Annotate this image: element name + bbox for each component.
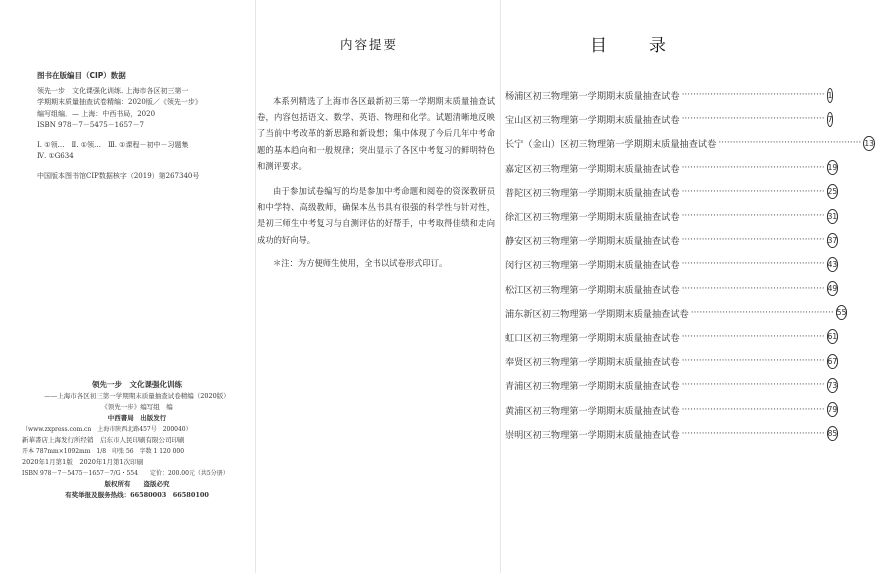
toc-title xyxy=(590,31,666,56)
toc-entry-title: 奉贤区初三物理第一学期期末质量抽查试卷 xyxy=(505,357,680,369)
toc-list xyxy=(505,83,874,446)
cip-heading: 图书在版编目（CIP）数据 xyxy=(37,71,126,80)
toc-page-number: 1 xyxy=(827,88,834,103)
rights-line: 版权所有 盗版必究 xyxy=(104,480,170,488)
toc-entry[interactable] xyxy=(505,349,838,373)
toc-title-char: 目 xyxy=(590,36,607,56)
toc-leader-dots: ·················································· xyxy=(681,211,825,222)
toc-page-number: 25 xyxy=(827,184,839,199)
toc-leader-dots: ·················································· xyxy=(681,331,825,342)
intro-note: ＊注：为方便师生使用，全书以试卷形式印订。 xyxy=(273,257,448,268)
printer-line: 新華書店上海发行所经销 启东市人民印刷有限公司印刷 xyxy=(22,436,185,444)
toc-page-number: 79 xyxy=(827,402,839,417)
toc-entry-title: 闵行区初三物理第一学期期末质量抽查试卷 xyxy=(505,260,680,272)
toc-entry[interactable] xyxy=(505,277,838,301)
editor-line: 《领先一步》编写组 编 xyxy=(101,403,173,411)
toc-entry-title: 普陀区初三物理第一学期期末质量抽查试卷 xyxy=(505,187,680,199)
cip-line: ISBN 978－7－5475－1657－7 xyxy=(37,121,144,129)
cip-line: 领先一步 文化课强化训练. 上海市各区初三第一 xyxy=(37,86,189,95)
cip-class-line: Ⅳ. ①G634 xyxy=(37,152,74,160)
intro-paragraph: 本系列精选了上海市各区最新初三第一学期期末质量抽查试卷，内容包括语文、数学、英语、物理和化学。试题清晰地反映了当前中考改革的新思路和新设想；集中体现了今后几年中考命题的基本趋向和一般规律；突出显示了各区中考复习的鲜明特色和测评要求。 xyxy=(257,96,495,171)
toc-entry-title: 长宁（金山）区初三物理第一学期期末质量抽查试卷 xyxy=(505,139,717,151)
intro-paragraph: 由于参加试卷编写的均是参加中考命题和阅卷的资深教研员和中学特、高级教师，确保本丛书具有很强的科学性与针对性，是初三师生中考复习与自测评估的好帮手，中考取得佳绩和走向成功的好向导。 xyxy=(257,186,495,245)
toc-page-number: 7 xyxy=(827,112,834,127)
cip-record: 中国版本图书馆CIP数据核字（2019）第267340号 xyxy=(37,171,200,180)
toc-entry[interactable] xyxy=(505,204,838,228)
publisher-line: 中西書局 出版发行 xyxy=(107,414,167,422)
toc-entry[interactable] xyxy=(505,422,838,446)
toc-entry-title: 黄浦区初三物理第一学期期末质量抽查试卷 xyxy=(505,405,680,417)
toc-entry-title: 嘉定区初三物理第一学期期末质量抽查试卷 xyxy=(505,163,680,175)
toc-page-number: 19 xyxy=(827,160,839,175)
toc-title-char: 录 xyxy=(649,36,666,56)
toc-entry-title: 青浦区初三物理第一学期期末质量抽查试卷 xyxy=(505,381,680,393)
toc-page-number: 49 xyxy=(827,281,839,296)
toc-leader-dots: ·················································· xyxy=(681,162,825,173)
toc-page-number: 55 xyxy=(836,305,848,320)
toc-entry-title: 徐汇区初三物理第一学期期末质量抽查试卷 xyxy=(505,212,680,224)
edition-line: 2020年1月第1版 2020年1月第1次印刷 xyxy=(22,458,144,466)
toc-page-number: 37 xyxy=(827,233,839,248)
toc-entry-title: 宝山区初三物理第一学期期末质量抽查试卷 xyxy=(505,115,680,127)
toc-page-number: 43 xyxy=(827,257,839,272)
toc-entry[interactable] xyxy=(505,397,838,421)
series-title: 领先一步 文化课强化训练 xyxy=(92,380,182,389)
toc-entry-title: 松江区初三物理第一学期期末质量抽查试卷 xyxy=(505,284,680,296)
toc-leader-dots: ·················································· xyxy=(681,114,825,125)
toc-entry-title: 虹口区初三物理第一学期期末质量抽查试卷 xyxy=(505,332,680,344)
toc-page-number: 61 xyxy=(827,329,839,344)
toc-leader-dots: ·················································· xyxy=(718,138,862,149)
toc-leader-dots: ·················································· xyxy=(681,259,825,270)
toc-leader-dots: ·················································· xyxy=(681,404,825,415)
toc-page-number: 67 xyxy=(827,354,839,369)
toc-leader-dots: ·················································· xyxy=(681,428,825,439)
toc-entry[interactable] xyxy=(505,301,847,325)
format-line: 开本 787mm×1092mm 1/8 印张 56 字数 1 120 000 xyxy=(22,448,185,455)
toc-leader-dots: ·················································· xyxy=(681,356,825,367)
cip-line: 学期期末质量抽查试卷精编：2020版／《领先一步》 xyxy=(37,98,202,106)
intro-title: 内容提要 xyxy=(340,37,399,52)
toc-entry[interactable] xyxy=(505,107,833,131)
toc-entry[interactable] xyxy=(505,156,838,180)
toc-entry[interactable] xyxy=(505,252,838,276)
toc-leader-dots: ·················································· xyxy=(681,90,825,101)
hotline-line: 有奖举报及服务热线：66580003 66580100 xyxy=(65,491,209,499)
imprint-block xyxy=(22,379,252,501)
toc-leader-dots: ·················································· xyxy=(690,307,834,318)
toc-entry-title: 静安区初三物理第一学期期末质量抽查试卷 xyxy=(505,236,680,248)
toc-leader-dots: ·················································· xyxy=(681,235,825,246)
toc-page-number: 31 xyxy=(827,209,839,224)
toc-leader-dots: ·················································· xyxy=(681,283,825,294)
intro-body xyxy=(257,93,495,271)
book-subtitle: ——上海市各区初三第一学期期末质量抽查试卷精编（2020版） xyxy=(44,392,230,400)
toc-leader-dots: ·················································· xyxy=(681,186,825,197)
toc-entry-title: 浦东新区初三物理第一学期期末质量抽查试卷 xyxy=(505,308,689,320)
toc-entry-title: 杨浦区初三物理第一学期期末质量抽查试卷 xyxy=(505,91,680,103)
toc-entry-title: 崇明区初三物理第一学期期末质量抽查试卷 xyxy=(505,429,680,441)
toc-entry[interactable] xyxy=(505,373,838,397)
toc-entry[interactable] xyxy=(505,228,838,252)
cip-line: 编写组编．— 上海：中西书局，2020 xyxy=(37,109,156,118)
toc-entry[interactable] xyxy=(505,131,874,155)
cip-class-line: Ⅰ. ①领… Ⅱ. ①领… Ⅲ. ①课程－初中－习题集 xyxy=(37,140,189,149)
address-line: （www.zxpress.com.cn 上海市陕西北路457号 200040） xyxy=(22,426,192,433)
summary-page xyxy=(255,0,500,573)
cip-block xyxy=(37,70,247,182)
toc-page-number: 13 xyxy=(863,136,875,151)
toc-leader-dots: ·················································· xyxy=(681,380,825,391)
toc-page-number: 85 xyxy=(827,426,839,441)
copyright-page xyxy=(0,0,255,573)
toc-entry[interactable] xyxy=(505,325,838,349)
toc-entry[interactable] xyxy=(505,83,833,107)
isbn-price-line: ISBN 978－7－5475－1657－7/G・554 定价：200.00元（共5分册） xyxy=(22,470,229,477)
toc-entry[interactable] xyxy=(505,180,838,204)
toc-page-number: 73 xyxy=(827,378,839,393)
